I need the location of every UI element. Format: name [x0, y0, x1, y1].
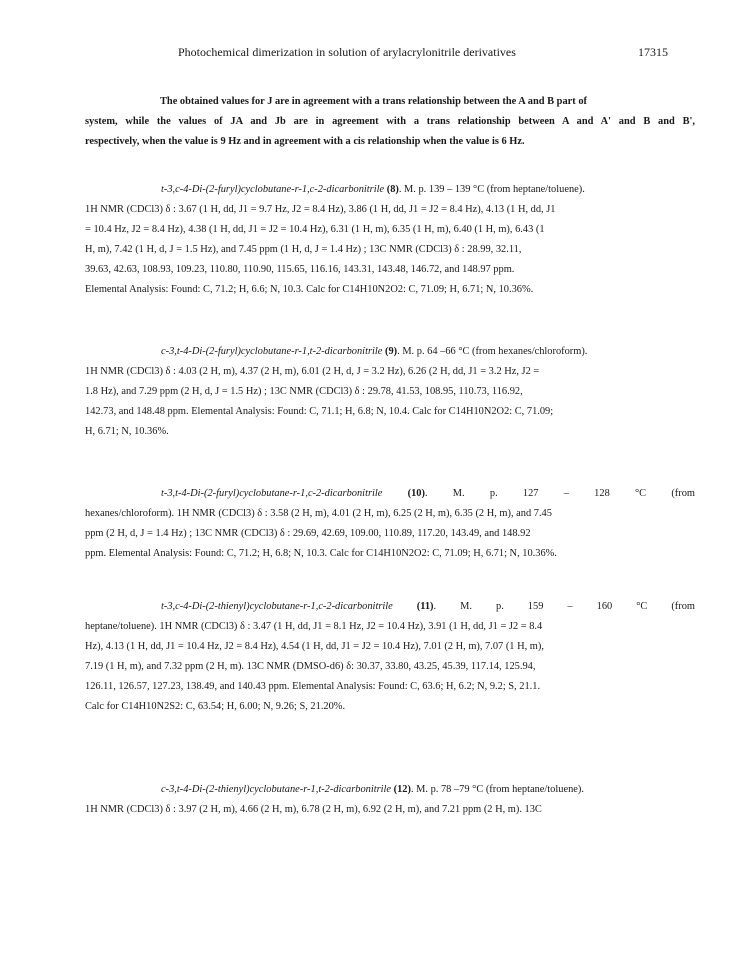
page-number: 17315: [638, 45, 668, 59]
compound-text-line: ppm (2 H, d, J = 1.4 Hz) ; 13C NMR (CDCl3) δ : 29.69, 42.69, 109.00, 110.89, 117.20, 143.49, and 148.92: [85, 528, 531, 539]
compound-text-line: 126.11, 126.57, 127.23, 138.49, and 140.43 ppm. Elemental Analysis: Found: C, 63.6; H, 6.2; N, 9.2; S, 21.1.: [85, 681, 541, 692]
compound-text-line: H, m), 7.42 (1 H, d, J = 1.5 Hz), and 7.45 ppm (1 H, d, J = 1.4 Hz) ; 13C NMR (CDCl3) δ : 28.99, 32.11,: [85, 244, 522, 255]
compound-name: c-3,t-4-Di-(2-furyl)cyclobutane-r-1,t-2-dicarbonitrile: [161, 346, 383, 357]
compound-name: t-3,c-4-Di-(2-thienyl)cyclobutane-r-1,c-2-dicarbonitrile: [161, 601, 393, 612]
compound-number: (8): [386, 184, 399, 195]
compound-text-line: 7.19 (1 H, m), and 7.32 ppm (2 H, m). 13C NMR (DMSO-d6) δ: 30.37, 33.80, 43.25, 45.39, 117.14, 125.94,: [85, 661, 536, 672]
running-title: Photochemical dimerization in solution of arylacrylonitrile derivatives: [178, 45, 516, 59]
compound-text-line: 39.63, 42.63, 108.93, 109.23, 110.80, 110.90, 115.65, 116.16, 143.31, 143.48, 146.72, and 148.97 ppm.: [85, 264, 515, 275]
compound-text: . M. p. 127 – 128 °C (from: [424, 488, 695, 499]
compound-10-paragraph: [85, 484, 695, 564]
compound-text-line: H, 6.71; N, 10.36%.: [85, 426, 169, 437]
compound-text: . M. p. 78 –79 °C (from heptane/toluene).: [410, 784, 584, 795]
compound-text-line: Hz), 4.13 (1 H, dd, J1 = 10.4 Hz, J2 = 8.4 Hz), 4.54 (1 H, dd, J1 = J2 = 10.4 Hz), 7.01 (2 H, m), 7.07 (1 H, m),: [85, 641, 544, 652]
compound-number: (10): [407, 488, 425, 499]
compound-text-line: hexanes/chloroform). 1H NMR (CDCl3) δ : 3.58 (2 H, m), 4.01 (2 H, m), 6.25 (2 H, m), 6.35 (2 H, m), and 7.45: [85, 508, 552, 519]
compound-9-paragraph: [85, 342, 695, 442]
compound-text: . M. p. 64 –66 °C (from hexanes/chloroform).: [397, 346, 588, 357]
intro-line: system, while the values of JA and Jb are in agreement with a trans relationship between A and A' and B and B',: [85, 116, 695, 127]
compound-8-paragraph: [85, 180, 695, 300]
compound-heading-line: [85, 484, 695, 504]
compound-11-paragraph: [85, 597, 695, 717]
compound-name: c-3,t-4-Di-(2-thienyl)cyclobutane-r-1,t-2-dicarbonitrile: [161, 784, 392, 795]
compound-heading-line: [85, 342, 695, 362]
compound-text: . M. p. 159 – 160 °C (from: [433, 601, 695, 612]
compound-heading-line: [85, 780, 695, 800]
compound-text-line: ppm. Elemental Analysis: Found: C, 71.2; H, 6.8; N, 10.3. Calc for C14H10N2O2: C, 71.09; H, 6.71; N, 10.36%.: [85, 548, 557, 559]
compound-text-line: heptane/toluene). 1H NMR (CDCl3) δ : 3.47 (1 H, dd, J1 = 8.1 Hz, J2 = 10.4 Hz), 3.91 (1 H, dd, J1 = J2 = 8.4: [85, 621, 543, 632]
compound-text-line: 1.8 Hz), and 7.29 ppm (2 H, d, J = 1.5 Hz) ; 13C NMR (CDCl3) δ : 29.78, 41.53, 108.95, 110.73, 116.92,: [85, 386, 523, 397]
compound-text-line: 1H NMR (CDCl3) δ : 3.97 (2 H, m), 4.66 (2 H, m), 6.78 (2 H, m), 6.92 (2 H, m), and 7.21 ppm (2 H, m). 13C: [85, 804, 542, 815]
compound-heading-line: [85, 180, 695, 200]
compound-text-line: Elemental Analysis: Found: C, 71.2; H, 6.6; N, 10.3. Calc for C14H10N2O2: C, 71.09; H, 6.71; N, 10.36%.: [85, 284, 534, 295]
compound-12-paragraph: [85, 780, 695, 820]
compound-text-line: 1H NMR (CDCl3) δ : 3.67 (1 H, dd, J1 = 9.7 Hz, J2 = 8.4 Hz), 3.86 (1 H, dd, J1 = J2 = 8.4 Hz), 4.13 (1 H, dd, J1: [85, 204, 556, 215]
compound-text-line: 142.73, and 148.48 ppm. Elemental Analysis: Found: C, 71.1; H, 6.8; N, 10.4. Calc for C14H10N2O2: C, 71.09;: [85, 406, 554, 417]
compound-name: t-3,t-4-Di-(2-furyl)cyclobutane-r-1,c-2-dicarbonitrile: [161, 488, 383, 499]
compound-text-line: Calc for C14H10N2S2: C, 63.54; H, 6.00; N, 9.26; S, 21.20%.: [85, 701, 346, 712]
running-header: [178, 45, 668, 61]
compound-number: (9): [385, 346, 398, 357]
intro-line: The obtained values for J are in agreement with a trans relationship between the A and B part of: [160, 96, 587, 107]
intro-line: respectively, when the value is 9 Hz and in agreement with a cis relationship when the value is 6 Hz.: [85, 136, 525, 147]
compound-name: t-3,c-4-Di-(2-furyl)cyclobutane-r-1,c-2-dicarbonitrile: [161, 184, 385, 195]
compound-number: (11): [416, 601, 434, 612]
compound-text-line: 1H NMR (CDCl3) δ : 4.03 (2 H, m), 4.37 (2 H, m), 6.01 (2 H, d, J = 3.2 Hz), 6.26 (2 H, dd, J1 = 3.2 Hz, J2 =: [85, 366, 540, 377]
compound-text-line: = 10.4 Hz, J2 = 8.4 Hz), 4.38 (1 H, dd, J1 = J2 = 10.4 Hz), 6.31 (1 H, m), 6.35 (1 H, m), 6.40 (1 H, m), 6.43 (1: [85, 224, 545, 235]
compound-heading-line: [85, 597, 695, 617]
compound-text: . M. p. 139 – 139 °C (from heptane/toluene).: [398, 184, 585, 195]
intro-paragraph: [85, 92, 695, 152]
compound-number: (12): [393, 784, 411, 795]
